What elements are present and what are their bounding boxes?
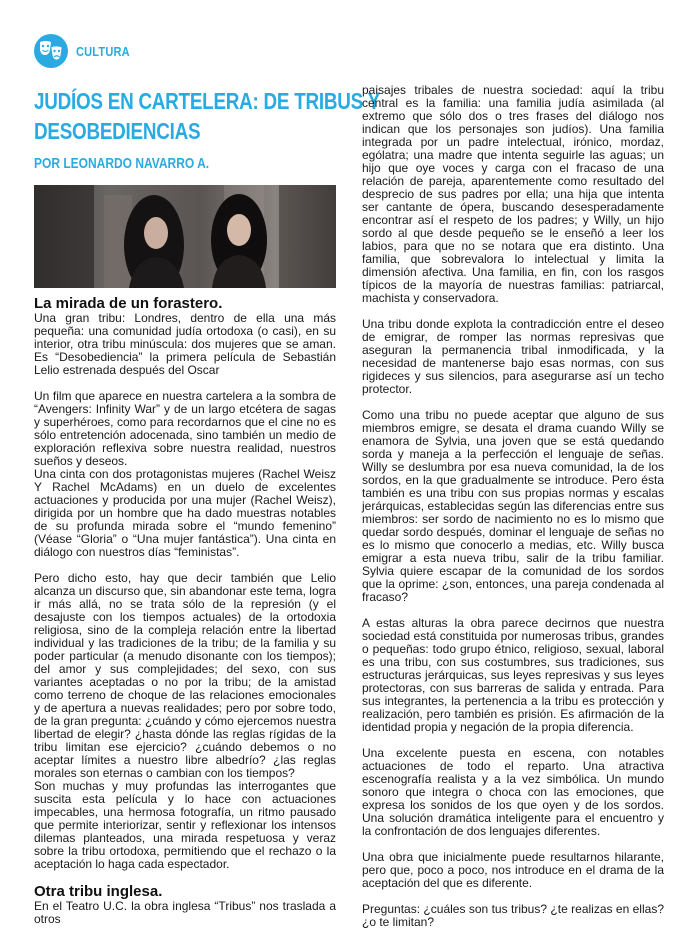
section-label: CULTURA bbox=[76, 43, 130, 59]
article-left-column bbox=[34, 296, 336, 939]
article-right-column bbox=[362, 84, 664, 942]
title-line-1: JUDÍOS EN CARTELERA: DE TRIBUS Y bbox=[34, 88, 380, 114]
right-paragraph-3: Como una tribu no puede aceptar que alguno de sus miembros emigre, se desata el drama cuando Willy se enamora de Sylvia, una joven que se está quedando sorda y maneja a la perfección el lenguaje de señas. Willy se deslumbra por esa nueva comunidad, la de los sordos, en la que gradualmente se introduce. Pero ésta también es una tribu con sus propias normas y escalas jerárquicas, establecidas según las diferencias entre sus miembros: ser sordo de nacimiento no es lo mismo que quedar sordo después, dominar el lenguaje de señas no es lo mismo que conocerlo a medias, etc. Willy busca emigrar a esta nueva tribu, salir de la tribu familiar. Sylvia quiere escapar de la comunidad de los sordos que la oprime: ¿son, entonces, una pareja condenada al fracaso? bbox=[362, 408, 664, 604]
title-line-2: DESOBEDIENCIAS bbox=[34, 118, 201, 144]
left-paragraph-5: Son muchas y muy profundas las interrogantes que suscita esta película y lo hace con actuaciones impecables, una hermosa fotografía, un ritmo pausado que permite interiorizar, sentir y reflexionar los intensos dilemas planteados, una mirada respetuosa y veraz sobre la tribu ortodoxa, permitiendo que el rechazo o la aceptación lo haga cada espectador. bbox=[34, 779, 336, 871]
left-paragraph-1: Una gran tribu: Londres, dentro de ella una más pequeña: una comunidad judía ortodoxa (o casi), en su interior, otra tribu minúscula: dos mujeres que se aman. Es “Desobediencia” la primera película de Sebastián Lelio estrenada después del Oscar bbox=[34, 311, 336, 377]
subhead-otra-tribu: Otra tribu inglesa. bbox=[34, 883, 163, 900]
right-paragraph-4: A estas alturas la obra parece decirnos que nuestra sociedad está constituida por numerosas tribus, grandes o pequeñas: todo grupo étnico, religioso, sexual, laboral es una tribu, con sus costumbres, sus tradiciones, sus estructuras jerárquicas, sus leyes represivas y sus leyes protectoras, con sus barreras de salida y entrada. Para sus integrantes, la pertenencia a la tribu es protección y realización, pero también es prisión. Es afirmación de la identidad propia y negación de la propia diferencia. bbox=[362, 616, 664, 734]
right-paragraph-5: Una excelente puesta en escena, con notables actuaciones de todo el reparto. Una atractiva escenografía realista y a la vez simbólica. Un mundo sonoro que integra o choca con las emociones, que expresa los sonidos de los que oyen y de los sordos. Una solución dramática inteligente para el encuentro y la confrontación de dos lenguajes diferentes. bbox=[362, 746, 664, 838]
right-paragraph-7: Preguntas: ¿cuáles son tus tribus? ¿te realizas en ellas? ¿o te limitan? bbox=[362, 902, 664, 929]
section-header bbox=[34, 34, 139, 68]
left-paragraph-6: En el Teatro U.C. la obra inglesa “Tribus” nos traslada a otros bbox=[34, 899, 336, 926]
right-paragraph-1: paisajes tribales de nuestra sociedad: aquí la tribu central es la familia: una familia judía asimilada (al extremo que sólo dos o tres frases del diálogo nos indican que los personajes son judíos). Una familia integrada por un padre intelectual, irónico, mordaz, ególatra; una madre que intenta seguirle las aguas; un hijo que oye voces y carga con el fracaso de una relación de pareja, aparentemente como resultado del desprecio de sus padres por ella; una hija que intenta ser cantante de ópera, buscando desesperadamente encontrar así el respeto de los padres; y Willy, un hijo sordo al que desde pequeño se le enseñó a leer los labios, para que no se notara que era distinto. Una familia, que sobrevalora lo intelectual y limita la dimensión afectiva. Una familia, en fin, con los rasgos típicos de la mayoría de nuestras familias: patriarcal, machista y conservadora. bbox=[362, 83, 664, 305]
article-title bbox=[34, 86, 380, 146]
theater-masks-icon bbox=[34, 34, 68, 68]
byline: POR LEONARDO NAVARRO A. bbox=[34, 155, 210, 172]
left-paragraph-2: Un film que aparece en nuestra cartelera a la sombra de “Avengers: Infinity War” y de un largo etcétera de sagas y superhéroes, como para recordarnos que el cine no es sólo entretención adocenada, sino también un medio de exploración reflexiva sobre nuestra realidad, nuestros sueños y deseos. bbox=[34, 389, 336, 468]
right-paragraph-2: Una tribu donde explota la contradicción entre el deseo de emigrar, de romper las normas represivas que aseguran la permanencia tribal inmodificada, y la necesidad de mantenerse bajo esas normas, con sus rigideces y sus silencios, para asegurarse así un techo protector. bbox=[362, 317, 664, 396]
right-paragraph-6: Una obra que inicialmente puede resultarnos hilarante, pero que, poco a poco, nos introduce en el drama de la aceptación del que es diferente. bbox=[362, 850, 664, 890]
subhead-forastero: La mirada de un forastero. bbox=[34, 295, 223, 312]
left-paragraph-3: Una cinta con dos protagonistas mujeres (Rachel Weisz Y Rachel McAdams) en un duelo de excelentes actuaciones y producida por una mujer (Rachel Weisz), dirigida por un hombre que ha dado muestras notables de su profunda mirada sobre el “mundo femenino” (Véase “Gloria” o “Una mujer fantástica”). Una cinta en diálogo con nuestros días “feministas”. bbox=[34, 467, 336, 559]
film-still-photo bbox=[34, 185, 336, 288]
left-paragraph-4: Pero dicho esto, hay que decir también que Lelio alcanza un discurso que, sin abandonar este tema, logra ir más allá, no se trata sólo de la represión (y el desajuste con los tiempos actuales) de la ortodoxia religiosa, sino de la compleja relación entre la libertad individual y las tradiciones de la tribu; de la familia y su poder particular (a menudo disonante con los tiempos); del amor y sus complejidades; del sexo, con sus variantes aceptadas o no por la tribu; de la amistad como terreno de choque de las relaciones emocionales y de apertura a nuevas realidades; pero por sobre todo, de la gran pregunta: ¿cuándo y cómo ejercemos nuestra libertad de elegir? ¿hasta dónde las reglas rígidas de la tribu limitan ese ejercicio? ¿cuándo debemos o no aceptar límites a nuestro libre albedrío? ¿las reglas morales son eternas o cambian con los tiempos? bbox=[34, 571, 336, 780]
